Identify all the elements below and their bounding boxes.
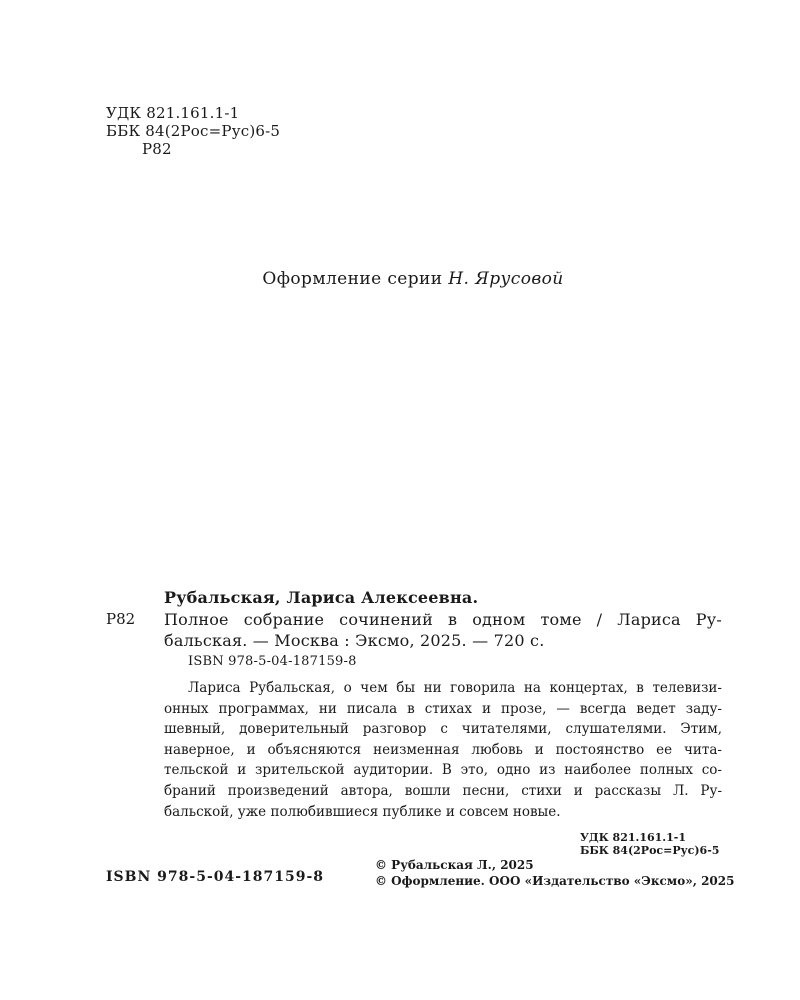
- record-cipher: Р82: [106, 610, 136, 628]
- record-title-line: бальская. — Москва : Эксмо, 2025. — 720 с.: [164, 631, 545, 650]
- annotation-line: Лариса Рубальская, о чем бы ни говорила на концертах, в телевизи-: [188, 680, 722, 696]
- annotation-line: браний произведений автора, вошли песни, стихи и рассказы Л. Ру-: [164, 782, 722, 799]
- series-designer-name: Н. Ярусовой: [448, 269, 564, 289]
- annotation: [164, 678, 780, 822]
- record-author: Рубальская, Лариса Алексеевна.: [164, 588, 479, 607]
- annotation-line: бальской, уже полюбившиеся публике и совсем новые.: [164, 803, 561, 820]
- author-cipher: Р82: [142, 140, 172, 158]
- series-credit-prefix: Оформление серии: [262, 269, 443, 289]
- copyright-design: © Оформление. ООО «Издательство «Эксмо», 2025: [375, 874, 735, 888]
- annotation-line: шевный, доверительный разговор с читателями, слушателями. Этим,: [164, 721, 722, 738]
- annotation-classification: [580, 831, 722, 857]
- annotation-line: тельской и зрительской аудитории. В это, одно из наиболее полных со-: [164, 762, 722, 779]
- bbk-code: ББК 84(2Рос=Рус)6-5: [106, 122, 281, 140]
- annotation-line: онных программах, ни писала в стихах и прозе, — всегда ведет заду-: [164, 700, 722, 717]
- annotation-bbk: ББК 84(2Рос=Рус)6-5: [580, 844, 720, 857]
- annotation-line: наверное, и объясняются неизменная любовь и постоянство ее чита-: [164, 741, 722, 758]
- copyright-author: © Рубальская Л., 2025: [375, 858, 534, 872]
- classification-block: [106, 104, 280, 158]
- annotation-udk: УДК 821.161.1-1: [580, 831, 686, 844]
- copyright-block: [375, 857, 734, 889]
- series-design-credit: [0, 269, 800, 289]
- footer-isbn: ISBN 978-5-04-187159-8: [106, 869, 325, 885]
- record-title-line: Полное собрание сочинений в одном томе / Лариса Ру-: [164, 610, 722, 629]
- record-isbn: ISBN 978-5-04-187159-8: [188, 654, 357, 669]
- udk-code: УДК 821.161.1-1: [106, 104, 240, 122]
